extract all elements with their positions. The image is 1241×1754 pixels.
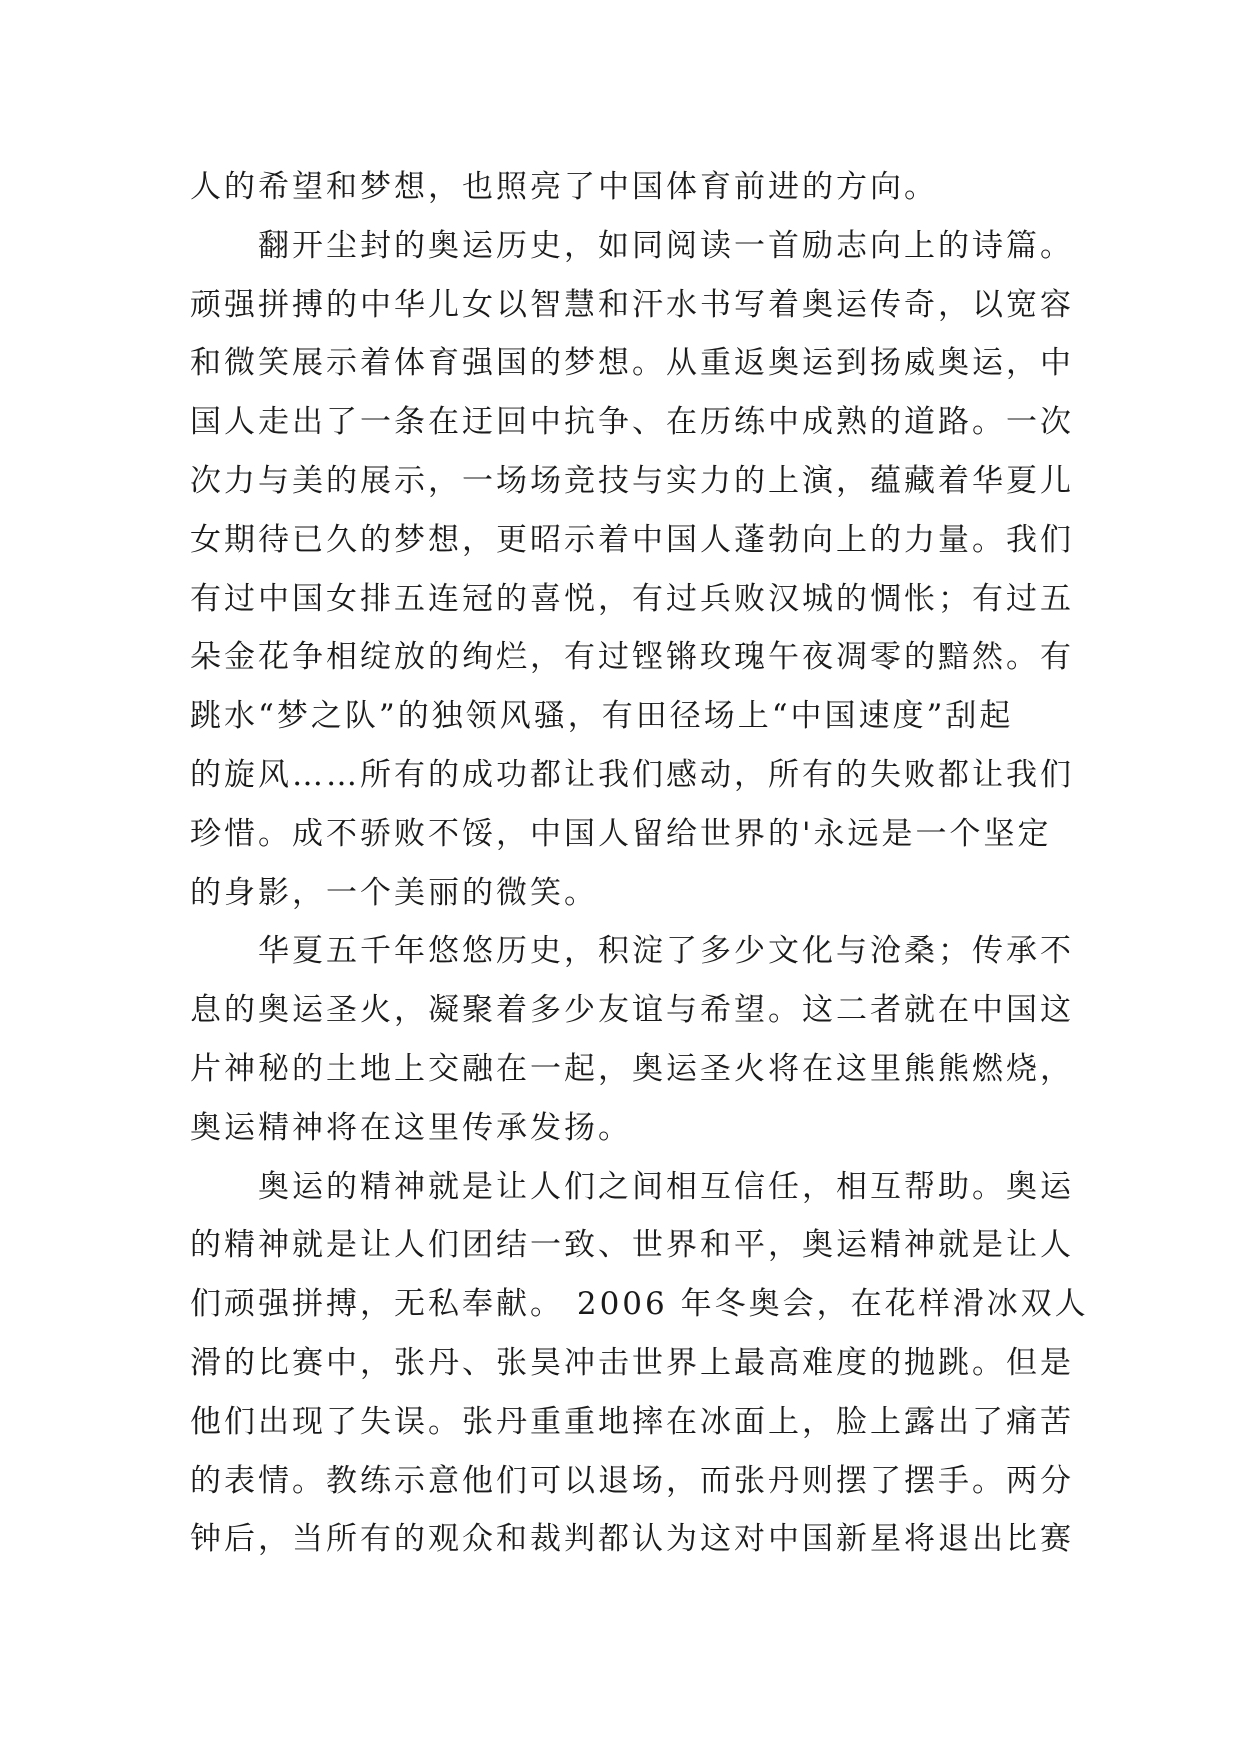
text-line: 钟后，当所有的观众和裁判都认为这对中国新星将退出比赛 (190, 1521, 1074, 1558)
text-line: 的身影，一个美丽的微笑。 (190, 874, 598, 911)
paragraph-start-line: 奥运的精神就是让人们之间相互信任，相互帮助。奥运 (258, 1168, 1074, 1205)
text-line: 滑的比赛中，张丹、张昊冲击世界上最高难度的抛跳。但是 (190, 1344, 1074, 1381)
text-line: 的精神就是让人们团结一致、世界和平，奥运精神就是让人 (190, 1227, 1074, 1264)
text-line: 的表情。教练示意他们可以退场，而张丹则摆了摆手。两分 (190, 1462, 1074, 1499)
body-text (190, 158, 1089, 1569)
text-line: 的旋风……所有的成功都让我们感动，所有的失败都让我们 (190, 756, 1074, 793)
text-line: 朵金花争相绽放的绚烂，有过铿锵玫瑰午夜凋零的黯然。有 (190, 639, 1074, 676)
text-line: 和微笑展示着体育强国的梦想。从重返奥运到扬威奥运，中 (190, 345, 1074, 382)
paragraph-start-line: 翻开尘封的奥运历史，如同阅读一首励志向上的诗篇。 (258, 227, 1074, 264)
text-line: 国人走出了一条在迂回中抗争、在历练中成熟的道路。一次 (190, 404, 1074, 441)
text-line: 片神秘的土地上交融在一起，奥运圣火将在这里熊熊燃烧， (190, 1050, 1074, 1087)
text-line: 跳水“梦之队”的独领风骚，有田径场上“中国速度”刮起 (190, 698, 1014, 735)
text-line: 他们出现了失误。张丹重重地摔在冰面上，脸上露出了痛苦 (190, 1403, 1074, 1440)
text-line: 女期待已久的梦想，更昭示着中国人蓬勃向上的力量。我们 (190, 521, 1074, 558)
paragraph-start-line: 华夏五千年悠悠历史，积淀了多少文化与沧桑；传承不 (258, 933, 1074, 970)
text-line: 们顽强拼搏，无私奉献。 2006 年冬奥会，在花样滑冰双人 (190, 1286, 1089, 1323)
text-line: 次力与美的展示，一场场竞技与实力的上演，蕴藏着华夏儿 (190, 462, 1074, 499)
text-line: 奥运精神将在这里传承发扬。 (190, 1109, 632, 1146)
text-line: 顽强拼搏的中华儿女以智慧和汗水书写着奥运传奇，以宽容 (190, 286, 1074, 323)
text-line: 有过中国女排五连冠的喜悦，有过兵败汉城的惆怅；有过五 (190, 580, 1074, 617)
text-line: 息的奥运圣火，凝聚着多少友谊与希望。这二者就在中国这 (190, 992, 1074, 1029)
text-line: 珍惜。成不骄败不馁，中国人留给世界的'永远是一个坚定 (190, 815, 1052, 852)
text-line: 人的希望和梦想，也照亮了中国体育前进的方向。 (190, 169, 938, 205)
